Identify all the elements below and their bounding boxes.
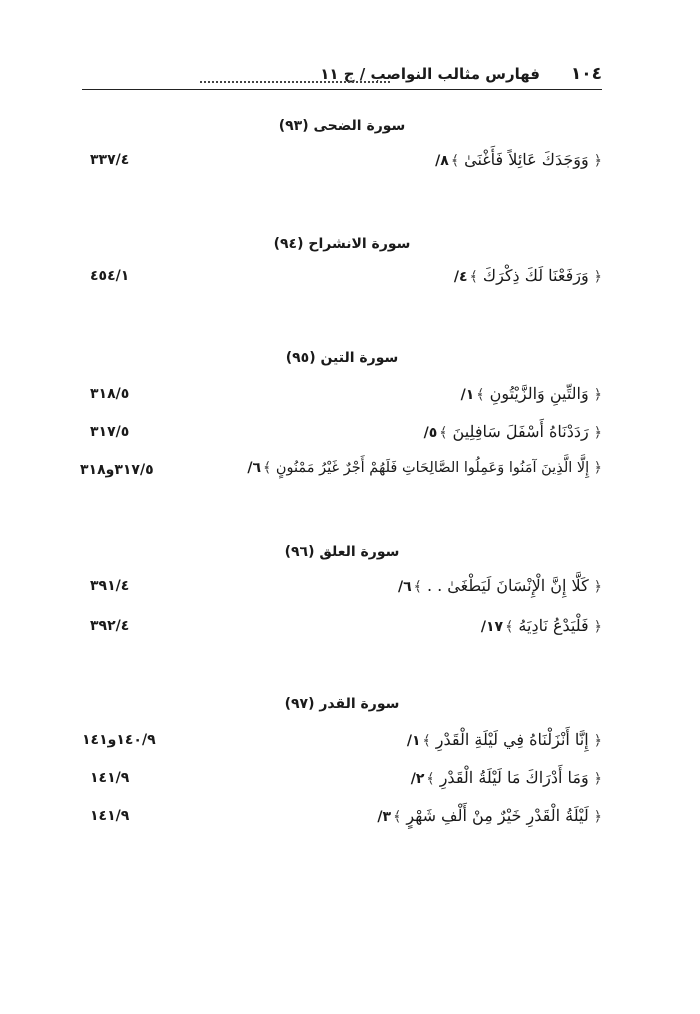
verse-number: ٤/ <box>453 269 468 285</box>
open-bracket-icon: ﴿ <box>593 809 602 825</box>
verse-text: ﴿ وَمَا أَدْرَاكَ مَا لَيْلَةُ الْقَدْرِ ﴾٢/ <box>410 768 602 787</box>
verse-row <box>82 384 602 414</box>
page-reference: ٣١٧/٥ <box>90 424 130 440</box>
open-bracket-icon: ﴿ <box>593 619 602 635</box>
open-bracket-icon: ﴿ <box>593 733 602 749</box>
verse-text: ﴿ فَلْيَدْعُ نَادِيَهُ ﴾١٧/ <box>480 616 602 635</box>
page-reference: ٣١٧/٥و٣١٨ <box>80 462 154 478</box>
verse-number: ١/ <box>406 733 421 749</box>
close-bracket-icon: ﴾ <box>422 733 431 749</box>
verse-row <box>82 730 602 760</box>
verse-row <box>82 806 602 836</box>
leader-dots <box>200 81 390 83</box>
page-reference: ١٤٠/٩و١٤١ <box>82 732 156 748</box>
verse-text: ﴿ كَلَّا إِنَّ الْإِنْسَانَ لَيَطْغَىٰ . . ﴾٦/ <box>397 576 602 595</box>
surah-heading: سورة العلق (٩٦) <box>284 544 400 560</box>
close-bracket-icon: ﴾ <box>505 619 514 635</box>
verse-number: ٢/ <box>410 771 425 787</box>
verse-number: ٦/ <box>397 579 412 595</box>
verse-row <box>82 460 602 490</box>
verse-number: ١٧/ <box>480 619 504 635</box>
page-reference: ١٤١/٩ <box>90 808 130 824</box>
header-rule <box>82 89 602 90</box>
verse-text: ﴿ إِلَّا الَّذِينَ آمَنُوا وَعَمِلُوا الصَّالِحَاتِ فَلَهُمْ أَجْرٌ غَيْرُ مَمْنُونٍ ﴾٦/ <box>247 460 602 476</box>
open-bracket-icon: ﴿ <box>593 153 602 169</box>
close-bracket-icon: ﴾ <box>450 153 460 169</box>
verse-row <box>82 768 602 798</box>
surah-heading: سورة القدر (٩٧) <box>284 696 400 712</box>
verse-number: ٥/ <box>423 425 438 441</box>
open-bracket-icon: ﴿ <box>593 771 602 787</box>
page-reference: ١٤١/٩ <box>90 770 130 786</box>
page-number: ١٠٤ <box>570 64 602 84</box>
verse-row <box>82 266 602 296</box>
open-bracket-icon: ﴿ <box>593 425 602 441</box>
page-reference: ٣٣٧/٤ <box>90 152 130 168</box>
verse-number: ١/ <box>460 387 475 403</box>
verse-row <box>82 422 602 452</box>
close-bracket-icon: ﴾ <box>476 387 485 403</box>
close-bracket-icon: ﴾ <box>413 579 422 595</box>
page-reference: ٣٩١/٤ <box>90 578 130 594</box>
open-bracket-icon: ﴿ <box>593 579 602 595</box>
open-bracket-icon: ﴿ <box>593 460 602 476</box>
running-title: فهارس مثالب النواصب / ج ١١ <box>320 65 540 83</box>
verse-number: ٨/ <box>435 153 449 169</box>
verse-row <box>82 576 602 606</box>
close-bracket-icon: ﴾ <box>426 771 435 787</box>
page-reference: ٣١٨/٥ <box>90 386 130 402</box>
page-reference: ٣٩٢/٤ <box>90 618 130 634</box>
verse-text: ﴿ إِنَّا أَنْزَلْنَاهُ فِي لَيْلَةِ الْقَدْرِ ﴾١/ <box>406 730 602 749</box>
verse-text: ﴿ وَوَجَدَكَ عَائِلاً فَأَغْنَىٰ ﴾٨/ <box>435 150 602 169</box>
close-bracket-icon: ﴾ <box>263 460 272 476</box>
verse-text: ﴿ لَيْلَةُ الْقَدْرِ خَيْرٌ مِنْ أَلْفِ شَهْرٍ ﴾٣/ <box>377 806 602 825</box>
close-bracket-icon: ﴾ <box>439 425 448 441</box>
open-bracket-icon: ﴿ <box>593 387 602 403</box>
page-reference: ٤٥٤/١ <box>90 268 130 284</box>
verse-number: ٣/ <box>377 809 392 825</box>
verse-row <box>82 616 602 646</box>
verse-text: ﴿ وَرَفَعْنَا لَكَ ذِكْرَكَ ﴾٤/ <box>453 266 602 285</box>
verse-text: ﴿ رَدَدْنَاهُ أَسْفَلَ سَافِلِينَ ﴾٥/ <box>423 422 602 441</box>
close-bracket-icon: ﴾ <box>469 269 478 285</box>
verse-row <box>82 150 602 180</box>
surah-heading: سورة الانشراح (٩٤) <box>273 236 411 252</box>
verse-text: ﴿ وَالتِّينِ وَالزَّيْتُونِ ﴾١/ <box>460 384 602 403</box>
surah-heading: سورة الضحى (٩٣) <box>278 118 406 134</box>
close-bracket-icon: ﴾ <box>393 809 402 825</box>
verse-number: ٦/ <box>247 460 262 476</box>
page-header <box>82 60 602 90</box>
open-bracket-icon: ﴿ <box>593 269 602 285</box>
surah-heading: سورة التين (٩٥) <box>285 350 399 366</box>
